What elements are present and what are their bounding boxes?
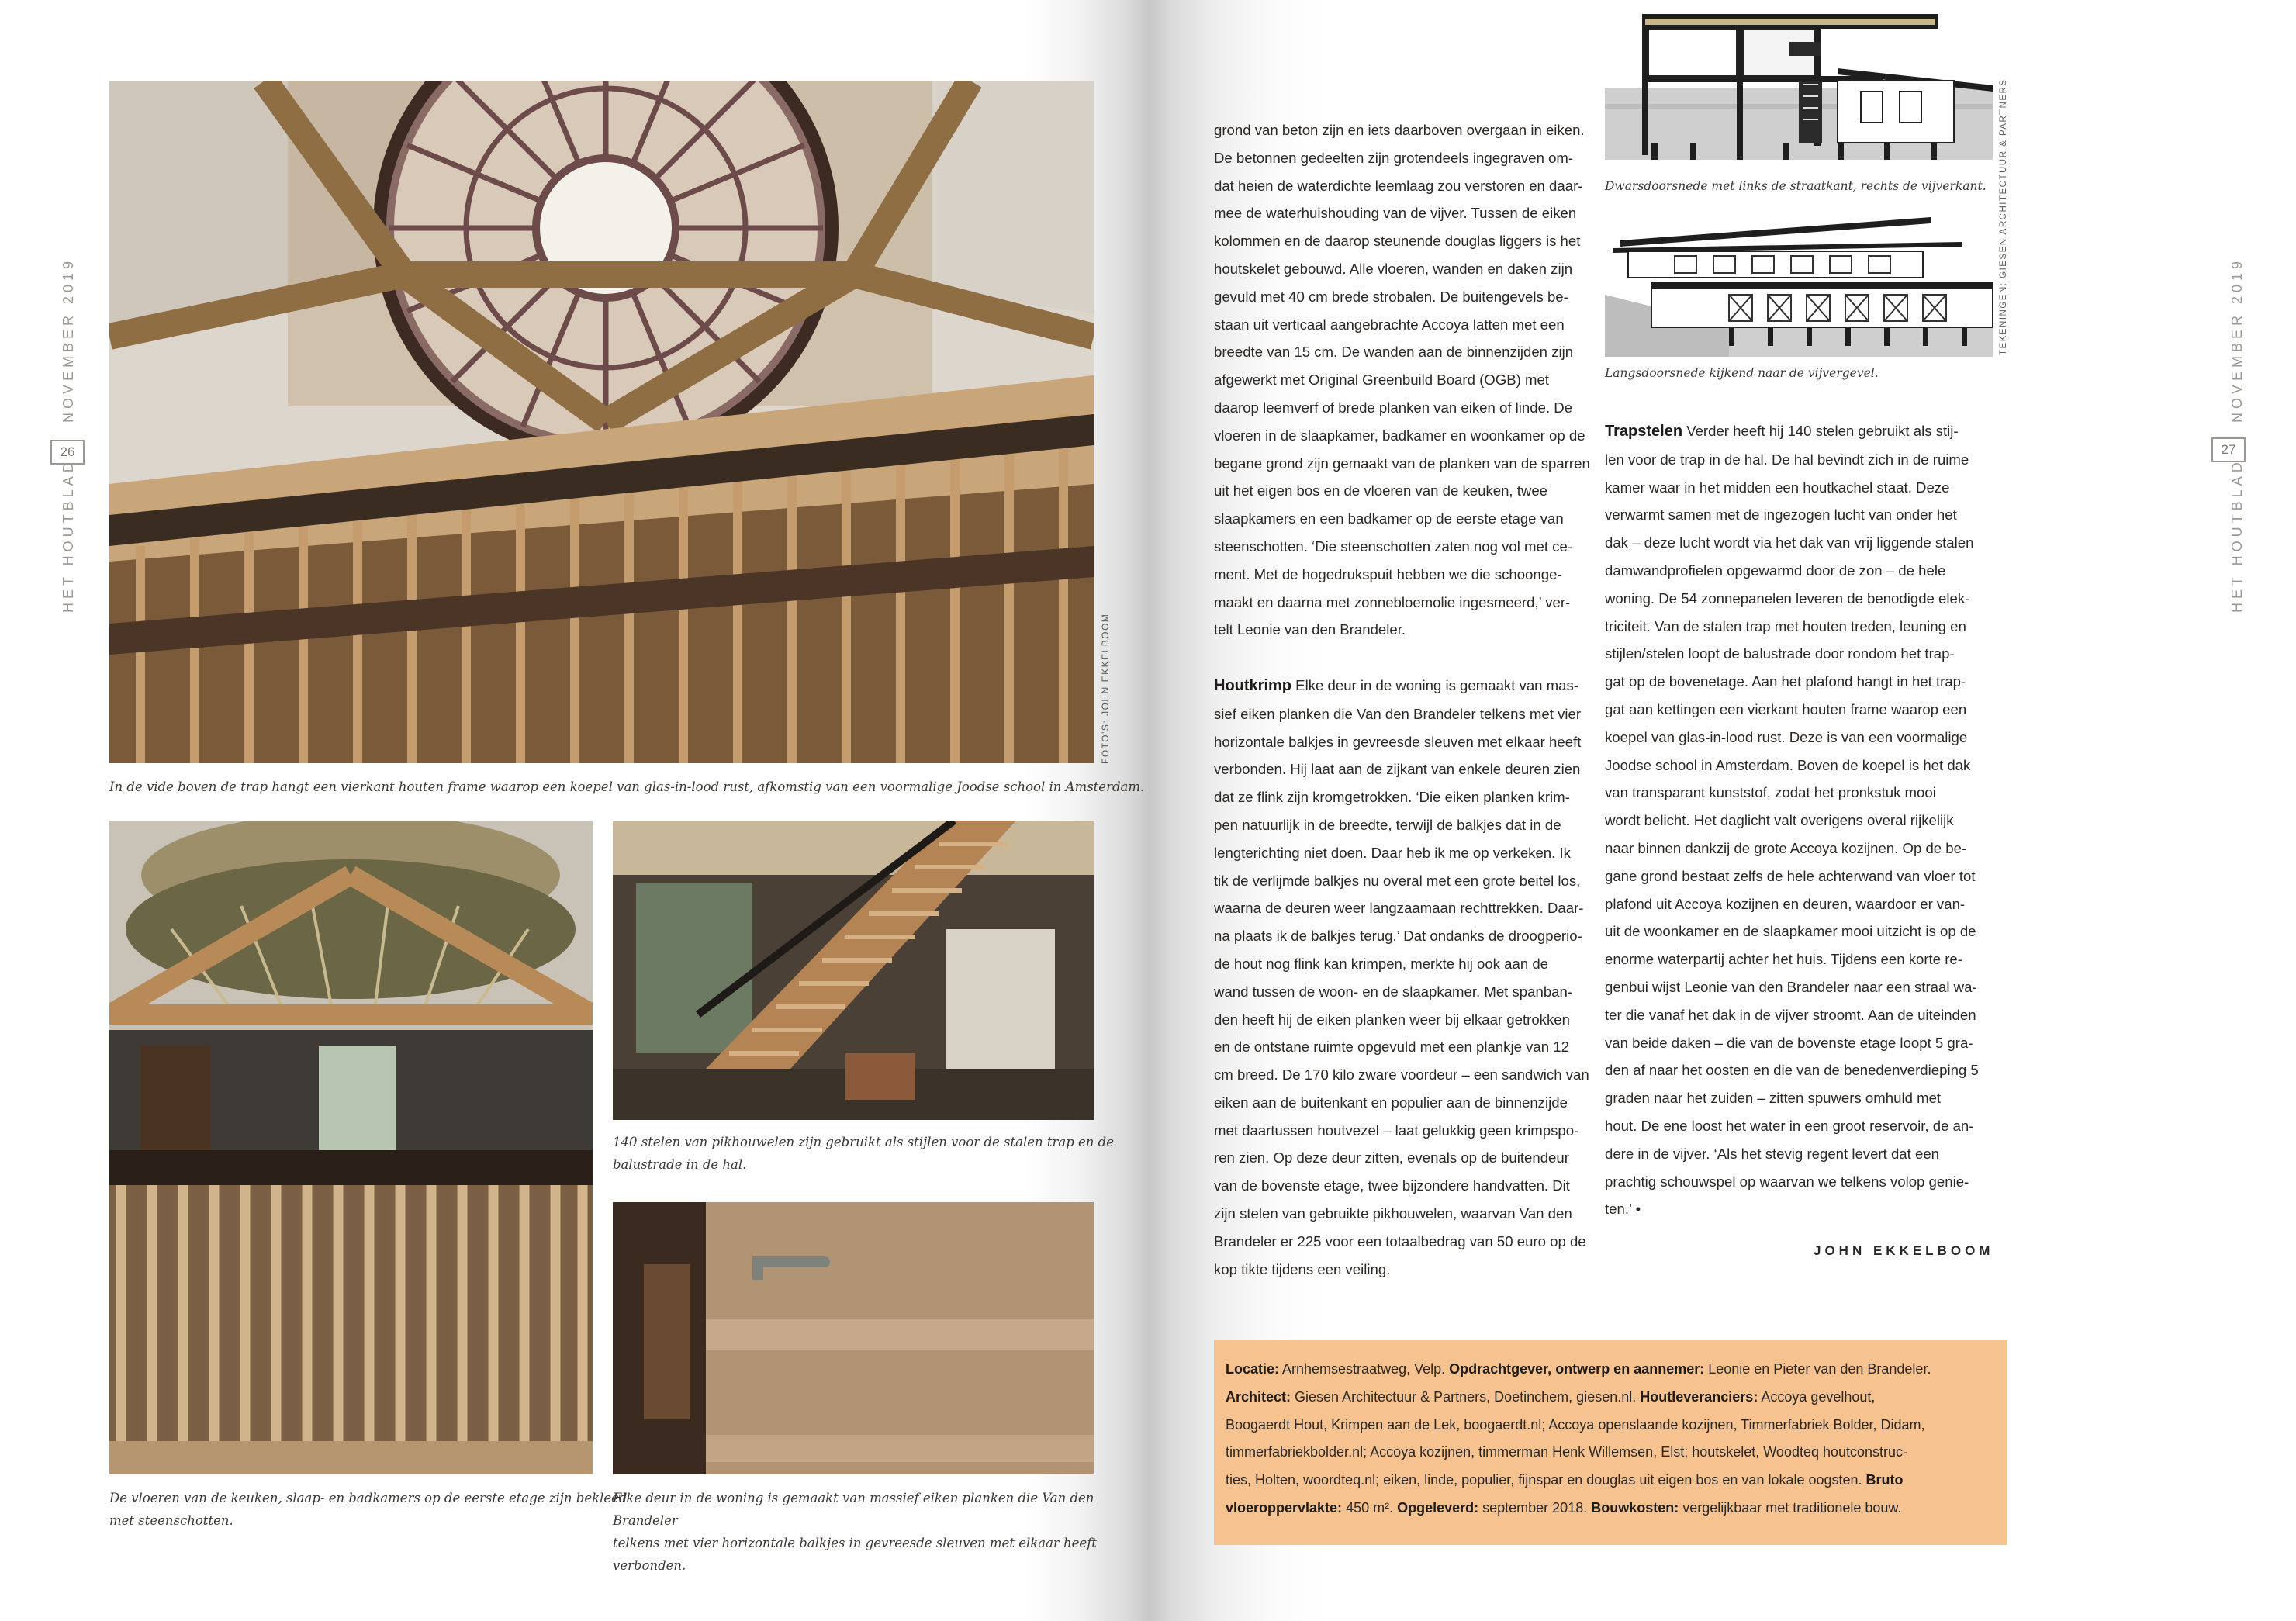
caption-long-section: Langsdoorsnede kijkend naar de vijvergevel. <box>1605 366 1879 380</box>
caption-floors: De vloeren van de keuken, slaap- en badkamers op de eerste etage zijn bekleed met steenschotten. <box>109 1491 628 1528</box>
text-line: dat heien de waterdichte leemlaag zou verstoren en daar- <box>1214 177 1583 194</box>
text-line: naar binnen dankzij de grote Accoya kozijnen. Op de be- <box>1605 839 1967 856</box>
drawing-credit: TEKENINGEN: GIESEN ARCHITECTUUR & PARTNERS <box>1999 78 2008 355</box>
text-line: woning. De 54 zonnepanelen leveren de benodigde elek- <box>1605 589 1970 607</box>
text-line: gat aan kettingen een vierkant houten frame waarop een <box>1605 700 1967 717</box>
caption-stairs: 140 stelen van pikhouwelen zijn gebruikt als stijlen voor de stalen trap en de balustrade in de hal. <box>613 1135 1114 1172</box>
caption-glass-dome: In de vide boven de trap hangt een vierkant houten frame waarop een koepel van glas-in-lood rust, afkomstig van een voormalige Joodse school in Amsterdam. <box>109 779 1145 794</box>
text-line: wand tussen de woon- en de slaapkamer. Met spanban- <box>1214 983 1573 1000</box>
text-line: na plaats ik de balkjes terug.’ Dat ondanks de droogperio- <box>1214 928 1582 945</box>
text-line: lengterichting niet doen. Daar heb ik me op verkeken. Ik <box>1214 844 1571 861</box>
photo-balustrade <box>109 821 593 1474</box>
text-line: met daartussen houtvezel – laat gelukkig geen krimpspo- <box>1214 1122 1579 1139</box>
text-line: Joodse school in Amsterdam. Boven de koepel is het dak <box>1605 756 1971 773</box>
text-line: daarop leemverf of brede planken van eiken of linde. De <box>1214 399 1573 416</box>
text-line: gane grond bestaat zelfs de hele achterwand van vloer tot <box>1605 867 1976 884</box>
text-line: ten.’ • <box>1605 1201 1641 1218</box>
running-title-right: HET HOUTBLAD <box>2229 458 2245 613</box>
text-line: verbonden. Hij laat aan de zijkant van enkele deuren zien <box>1214 761 1581 778</box>
text-line: De betonnen gedeelten zijn grotendeels ingegraven om- <box>1214 149 1574 166</box>
text-line: dere in de vijver. ‘Als het stevig regent levert dat een <box>1605 1145 1939 1162</box>
text-line: pen natuurlijk in de breedte, terwijl de balkjes dat in de <box>1214 816 1561 833</box>
text-line: Trapstelen Verder heeft hij 140 stelen gebruikt als stij- <box>1605 423 1959 440</box>
text-line: den heeft hij de eiken planken weer bij elkaar getrokken <box>1214 1011 1570 1028</box>
text-line: uit het eigen bos en de vloeren van de keuken, twee <box>1214 482 1548 499</box>
drawing-cross-section <box>1605 11 1993 160</box>
text-line: wordt belicht. Het daglicht valt overigens overal rijkelijk <box>1605 812 1954 829</box>
caption-cross-section: Dwarsdoorsnede met links de straatkant, rechts de vijverkant. <box>1605 179 1987 193</box>
text-line: prachtig schouwspel op waarvan we telkens volop genie- <box>1605 1173 1969 1190</box>
text-line: en de ontstane ruimte opgevuld met een plankje van 12 <box>1214 1039 1569 1056</box>
issue-date-right: NOVEMBER 2019 <box>2229 257 2245 423</box>
photo-glass-dome <box>109 81 1094 763</box>
text-line: enorme waterpartij achter het huis. Tijdens een korte re- <box>1605 951 1962 968</box>
text-line: hout. De ene loost het water in een groot reservoir, de an- <box>1605 1117 1974 1134</box>
text-line: kolommen en de daarop steunende douglas liggers is het <box>1214 233 1581 250</box>
text-line: verwarmt samen met de ingezogen lucht van onder het <box>1605 506 1957 524</box>
text-line: uit de woonkamer en de slaapkamer mooi uitzicht is op de <box>1605 923 1976 940</box>
text-line: gat op de bovenetage. Aan het plafond hangt in het trap- <box>1605 673 1966 690</box>
text-line: len voor de trap in de hal. De hal bevindt zich in de ruime <box>1605 451 1969 468</box>
text-line: Brandeler er 225 voor een totaalbedrag van 50 euro op de <box>1214 1232 1586 1249</box>
heading-trapstelen: Trapstelen <box>1605 423 1683 440</box>
text-line: cm breed. De 170 kilo zware voordeur – een sandwich van <box>1214 1066 1589 1084</box>
text-line: grond van beton zijn en iets daarboven overgaan in eiken. <box>1214 122 1585 138</box>
page-number-right: 27 <box>2211 437 2246 462</box>
text-line: van beide daken – die van de bovenste etage loopt 5 gra- <box>1605 1034 1973 1051</box>
text-line: koepel van glas-in-lood rust. Deze is van een voormalige <box>1605 728 1968 745</box>
text-line: triciteit. Van de stalen trap met houten treden, leuning en <box>1605 617 1966 634</box>
text-line: houtskelet gebouwd. Alle vloeren, wanden en daken zijn <box>1214 260 1573 277</box>
text-line: begane grond zijn gemaakt van de planken van de sparren <box>1214 455 1590 472</box>
text-line: breedte van 15 cm. De wanden aan de binnenzijden zijn <box>1214 344 1574 361</box>
text-line: afgewerkt met Original Greenbuild Board (OGB) met <box>1214 372 1549 389</box>
text-line: zijn stelen van gebruikte pikhouwelen, waarvan Van den <box>1214 1205 1572 1222</box>
body-column-1 <box>1214 116 1610 1283</box>
drawing-long-section <box>1605 217 1993 357</box>
text-line: graden naar het zuiden – zitten spuwers omhuld met <box>1605 1090 1942 1107</box>
text-line: stijlen/stelen loopt de balustrade door rondom het trap- <box>1605 645 1955 662</box>
text-line: van de bovenste etage, twee bijzondere handvatten. Dit <box>1214 1177 1570 1194</box>
fact-box: Locatie: Arnhemsestraatweg, Velp. Opdrachtgever, ontwerp en aannemer: Leonie en Pieter van den Brandeler. Architect: Giesen Architectuur & Partners, Doetinchem, giesen.nl. Houtleveranciers: Accoya gevelhout, Boogaerdt Hout, Krimpen aan de Lek, boogaerdt.nl; Accoya openslaande kozijnen, Timmerfabriek Bolder, Didam, timmerfabriekbolder.nl; Accoya kozijnen, timmerman Henk Willemsen, Elst; houtskelet, Woodteq houtconstruc- ties, Holten, woordteq.nl; eiken, linde, populier, fijnspar en douglas uit eigen bos en van lokale oogsten. Bruto vloeroppervlakte: 450 m². Opgeleverd: september 2018. Bouwkosten: vergelijkbaar met traditionele bouw. <box>1214 1340 2007 1545</box>
text-line: eiken aan de buitenkant en populier aan de binnenzijde <box>1214 1094 1568 1111</box>
text-line: van transparant kunststof, zodat het pronkstuk mooi <box>1605 784 1936 801</box>
text-line: gevuld met 40 cm brede strobalen. De buitengevels be- <box>1214 288 1568 305</box>
text-line: mee de waterhuishouding van de vijver. Tussen de eiken <box>1214 205 1577 222</box>
running-title-left: HET HOUTBLAD <box>61 458 76 613</box>
body-column-2 <box>1605 417 2000 1223</box>
text-line: ren zien. Op deze deur zitten, evenals op de buitendeur <box>1214 1149 1569 1166</box>
text-line: steenschotten. ‘Die steenschotten zaten nog vol met ce- <box>1214 537 1573 555</box>
text-line: damwandprofielen opgewarmd door de zon – de hele <box>1605 562 1946 579</box>
text-line: plafond uit Accoya kozijnen en deuren, waardoor er van- <box>1605 895 1966 912</box>
text-line: waarna de deuren weer langzaamaan rechttrekken. Daar- <box>1214 900 1584 917</box>
text-line: dat ze flink zijn kromgetrokken. ‘Die eiken planken krim- <box>1214 789 1570 806</box>
text-line: dak – deze lucht wordt via het dak van vrij liggende stalen <box>1605 534 1974 551</box>
text-line: maakt en daarna met zonnebloemolie ingesmeerd,’ ver- <box>1214 593 1571 610</box>
author-byline: JOHN EKKELBOOM <box>1814 1243 1994 1258</box>
text-line: slaapkamers en een badkamer op de eerste etage van <box>1214 510 1564 527</box>
text-line: kamer waar in het midden een houtkachel staat. Deze <box>1605 479 1950 496</box>
caption-door: Elke deur in de woning is gemaakt van massief eiken planken die Van den Brandeler telkens met vier horizontale balkjes in gevreesde sleuven met elkaar heeft verbonden. <box>613 1491 1097 1573</box>
text-line: Houtkrimp Elke deur in de woning is gemaakt van mas- <box>1214 676 1579 694</box>
text-line: sief eiken planken die Van den Brandeler telkens met vier <box>1214 705 1582 722</box>
photo-staircase <box>613 821 1094 1120</box>
heading-houtkrimp: Houtkrimp <box>1214 676 1292 694</box>
text-line: staan uit verticaal aangebrachte Accoya latten met een <box>1214 316 1565 333</box>
text-line: de hout nog flink kan krimpen, merkte hij ook aan de <box>1214 955 1549 972</box>
text-line: ment. Met de hogedrukspuit hebben we die schoonge- <box>1214 565 1562 582</box>
text-line: kop tikte tijdens een veiling. <box>1214 1260 1391 1277</box>
text-line: telt Leonie van den Brandeler. <box>1214 621 1406 638</box>
right-page <box>1148 0 2296 1621</box>
photo-oak-door <box>613 1202 1094 1474</box>
text-line: horizontale balkjes in gevreesde sleuven met elkaar heeft <box>1214 733 1582 750</box>
page-number-left: 26 <box>50 440 85 465</box>
issue-date-left: NOVEMBER 2019 <box>61 257 76 423</box>
text-line: tik de verlijmde balkjes nu overal met een grote beitel los, <box>1214 872 1581 889</box>
text-line: vloeren in de slaapkamer, badkamer en woonkamer op de <box>1214 427 1585 444</box>
text-line: genbui wijst Leonie van den Brandeler naar een straal wa- <box>1605 978 1977 995</box>
text-line: den af naar het oosten en die van de benedenverdieping 5 <box>1605 1062 1979 1079</box>
photo-credit: FOTO'S: JOHN EKKELBOOM <box>1100 613 1111 764</box>
text-line: ter die vanaf het dak in de vijver stroomt. Aan de uiteinden <box>1605 1006 1976 1023</box>
